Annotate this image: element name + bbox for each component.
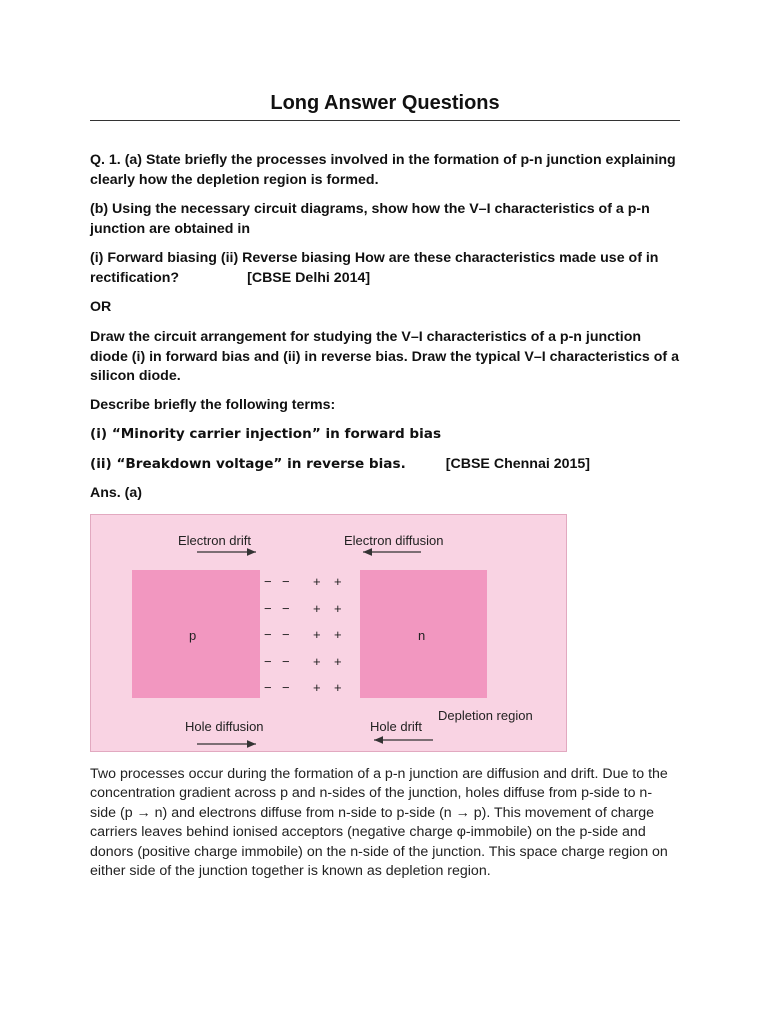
electron-drift-label: Electron drift xyxy=(178,533,251,548)
question-part-b: (b) Using the necessary circuit diagrams, show how the V–I characteristics of a p-n junction are obtained in xyxy=(90,201,650,237)
or-separator: OR xyxy=(90,299,112,315)
negative-charge: − xyxy=(282,680,290,695)
negative-charge: − xyxy=(282,654,290,669)
positive-charge: + xyxy=(334,574,342,589)
positive-charge: + xyxy=(334,601,342,616)
positive-charge: + xyxy=(313,574,321,589)
hole-diffusion-label: Hole diffusion xyxy=(185,719,264,734)
positive-charge: + xyxy=(313,680,321,695)
source-tag-delhi: [CBSE Delhi 2014] xyxy=(247,269,371,286)
question-part-b-items-text: (i) Forward biasing (ii) Reverse biasing How are these characteristics made use of in rectification? xyxy=(90,250,659,286)
term-minority-carrier: (i) “Minority carrier injection” in forward bias xyxy=(90,426,442,442)
positive-charge: + xyxy=(334,627,342,642)
p-region-label: p xyxy=(189,628,197,643)
describe-terms-prompt: Describe briefly the following terms: xyxy=(90,397,336,413)
negative-charge: − xyxy=(264,627,272,642)
title-underline xyxy=(90,120,680,121)
positive-charge: + xyxy=(313,654,321,669)
electron-diffusion-label: Electron diffusion xyxy=(344,533,444,548)
positive-charge: + xyxy=(313,601,321,616)
question-part-b-items xyxy=(90,249,682,288)
negative-charge: − xyxy=(264,680,272,695)
negative-charge: − xyxy=(282,601,290,616)
negative-charge: − xyxy=(264,574,272,589)
page-title: Long Answer Questions xyxy=(270,92,500,114)
answer-explanation: Two processes occur during the formation of a p-n junction are diffusion and drift. Due to the concentration gradient across p and n-sides of the junction, holes diffuse from p-side to n-side (p → n) and electrons diffuse from n-side to p-side (n → p). This movement of charge carriers leaves behind ionised acceptors (negative charge φ-immobile) on the p-side and donors (positive charge immobile) on the n-side of the junction. This space charge region on either side of the junction together is known as depletion region. xyxy=(90,766,668,880)
depletion-charges xyxy=(264,574,342,695)
n-region-label: n xyxy=(418,628,426,643)
pn-junction-diagram xyxy=(90,514,567,752)
negative-charge: − xyxy=(264,601,272,616)
negative-charge: − xyxy=(282,627,290,642)
positive-charge: + xyxy=(334,654,342,669)
term-breakdown-text: (ii) “Breakdown voltage” in reverse bias. xyxy=(90,456,406,472)
answer-label: Ans. (a) xyxy=(90,485,143,501)
question-part-a: Q. 1. (a) State briefly the processes involved in the formation of p-n junction explaining clearly how the depletion region is formed. xyxy=(90,152,676,188)
alternate-question: Draw the circuit arrangement for studying the V–I characteristics of a p-n junction diode (i) in forward bias and (ii) in reverse bias. Draw the typical V–I characteristics of a silicon diode. xyxy=(90,329,679,384)
positive-charge: + xyxy=(334,680,342,695)
term-breakdown-voltage xyxy=(90,455,682,475)
negative-charge: − xyxy=(264,654,272,669)
negative-charge: − xyxy=(282,574,290,589)
source-tag-chennai: [CBSE Chennai 2015] xyxy=(445,456,591,472)
depletion-region-label: Depletion region xyxy=(438,708,533,723)
positive-charge: + xyxy=(313,627,321,642)
hole-drift-label: Hole drift xyxy=(370,719,423,734)
